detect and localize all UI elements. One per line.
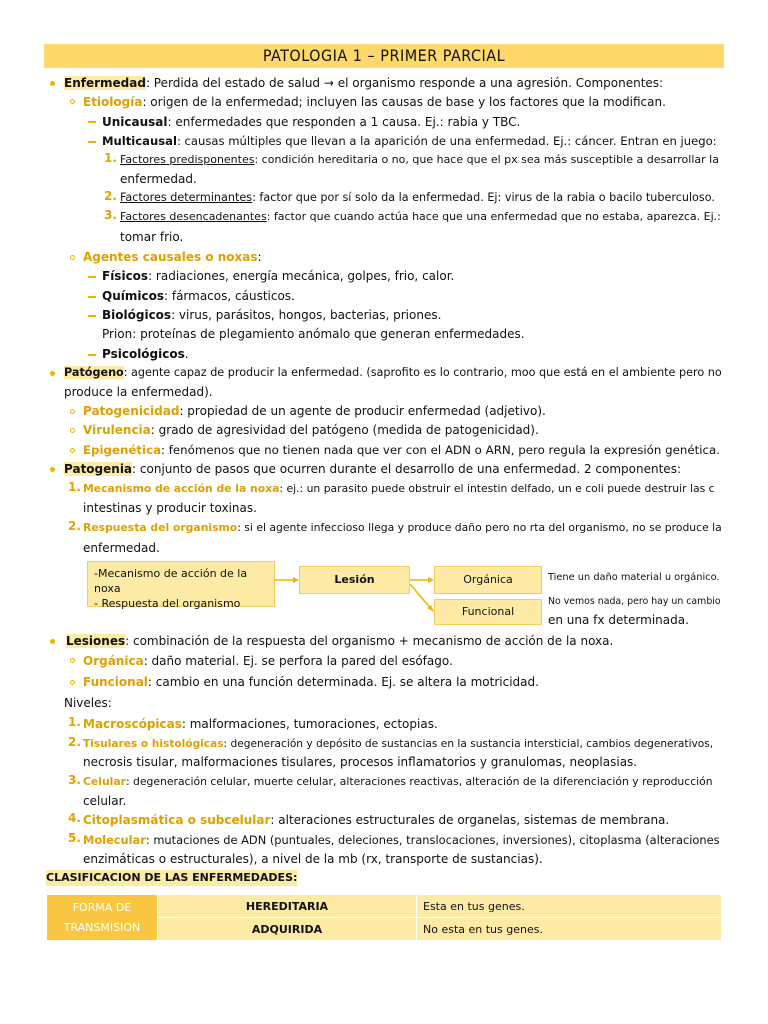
enfermedad-text: : Perdida del estado de salud → el organismo responde a una agresión. Componentes: <box>145 76 664 90</box>
nivel-cont: celular. <box>83 794 127 808</box>
table-desc-cell: Esta en tus genes. <box>417 895 722 918</box>
quimicos-text: : fármacos, cáusticos. <box>163 289 295 303</box>
biologicos-line <box>102 306 441 324</box>
virulencia-line <box>83 421 539 439</box>
table-type-cell: ADQUIRIDA <box>158 918 417 941</box>
organica-text: : daño material. Ej. se perfora la pared del esófago. <box>143 654 453 668</box>
diagram-left-line: -Mecanismo de acción de la noxa <box>94 567 248 595</box>
enfermedad-term: Enfermedad <box>64 76 146 90</box>
diagram-arrows <box>270 560 440 630</box>
bullet-dash <box>88 121 96 123</box>
mecanismo-term: Mecanismo de acción de la noxa <box>83 482 280 495</box>
respuesta-text: : si el agente infeccioso llega y produce daño pero no rta del organismo, no se produce la <box>237 521 722 534</box>
mecanismo-line <box>83 480 715 498</box>
funcional-text: : cambio en una función determinada. Ej. se altera la motricidad. <box>147 675 539 689</box>
diagram-organica-box: Orgánica <box>434 566 542 594</box>
virulencia-term: Virulencia <box>83 423 151 437</box>
fisicos-text: : radiaciones, energía mecánica, golpes, frio, calor. <box>148 269 455 283</box>
nivel-cont: necrosis tisular, malformaciones tisulares, procesos inflamatorios y granulomas, neoplasias. <box>83 755 638 769</box>
diagram-left-box <box>87 561 275 610</box>
nivel-line <box>83 831 720 849</box>
nivel-term: Molecular <box>83 833 146 847</box>
etiologia-line <box>83 93 666 111</box>
patogenicidad-text: : propiedad de un agente de producir enfermedad (adjetivo). <box>179 404 546 418</box>
factor-cont: tomar frio. <box>120 230 184 244</box>
nivel-text: : mutaciones de ADN (puntuales, deleciones, translocaciones, inversiones), citoplasma (alteraciones <box>145 833 720 847</box>
page-title: PATOLOGIA 1 – PRIMER PARCIAL <box>44 44 724 68</box>
factor-text: : factor que por sí solo da la enfermedad. Ej: virus de la rabia o bacilo tuberculoso. <box>252 191 715 204</box>
factor-line <box>120 208 721 226</box>
nivel-number: 2. <box>68 735 81 749</box>
unicausal-line <box>102 113 520 131</box>
bullet-dot <box>50 639 55 644</box>
patogenia-term: Patogenia <box>64 462 133 476</box>
patogeno-text: : agente capaz de producir la enfermedad. (saprofito es lo contrario, moo que está en el ambiente pero no <box>123 366 722 379</box>
patogenia-text: : conjunto de pasos que ocurren durante el desarrollo de una enfermedad. 2 componentes: <box>132 462 681 476</box>
patogeno-term: Patógeno <box>64 366 124 379</box>
patogeno-cont: produce la enfermedad). <box>64 385 213 399</box>
factor-cont: enfermedad. <box>120 172 197 186</box>
factor-number: 3. <box>104 208 117 222</box>
nivel-term: Citoplasmática o subcelular <box>83 813 271 827</box>
psicologicos-text: . <box>184 347 189 361</box>
nivel-term: Tisulares o histológicas <box>83 738 224 750</box>
bullet-circle <box>70 99 75 104</box>
agentes-line <box>83 248 262 266</box>
respuesta-line <box>83 519 722 537</box>
quimicos-term: Químicos <box>102 289 164 303</box>
lesiones-term: Lesiones <box>66 634 126 648</box>
nivel-line <box>83 735 713 753</box>
agentes-term: Agentes causales o noxas <box>83 250 258 264</box>
bullet-circle <box>70 255 75 260</box>
respuesta-cont: enfermedad. <box>83 541 160 555</box>
table-header-cell <box>47 895 158 941</box>
table-header-line: FORMA DE <box>72 900 132 914</box>
bullet-dot <box>50 81 55 86</box>
etiologia-text: : origen de la enfermedad; incluyen las causas de base y los factores que la modifican. <box>142 95 666 109</box>
bullet-circle <box>70 409 75 414</box>
respuesta-term: Respuesta del organismo <box>83 521 238 534</box>
biologicos-text: : virus, parásitos, hongos, bacterias, priones. <box>171 308 442 322</box>
psicologicos-line <box>102 345 189 363</box>
quimicos-line <box>102 287 295 305</box>
table-type-cell: HEREDITARIA <box>158 895 417 918</box>
diagram-note-top: Tiene un daño material u orgánico. <box>548 572 720 583</box>
organica-line <box>83 652 453 670</box>
unicausal-term: Unicausal <box>102 115 168 129</box>
epigenetica-text: : fenómenos que no tienen nada que ver con el ADN o ARN, pero regula la expresión genética. <box>161 443 720 457</box>
etiologia-term: Etiología <box>83 95 143 109</box>
bullet-circle <box>70 448 75 453</box>
lesiones-text: : combinación de la respuesta del organismo + mecanismo de acción de la noxa. <box>125 634 614 648</box>
mecanismo-text: : ej.: un parasito puede obstruir el intestin delfado, un e coli puede destruir las c <box>279 482 715 495</box>
nivel-text: : degeneración y depósito de sustancias en la sustancia intersticial, cambios degenerativos, <box>223 738 714 750</box>
niveles-label: Niveles: <box>64 696 112 710</box>
biologicos-term: Biológicos <box>102 308 172 322</box>
bullet-dash <box>88 315 96 317</box>
table-row <box>47 895 722 918</box>
epigenetica-term: Epigenética <box>83 443 162 457</box>
funcional-term: Funcional <box>83 675 148 689</box>
bullet-dot <box>50 371 55 376</box>
virulencia-text: : grado de agresividad del patógeno (medida de patogenicidad). <box>150 423 539 437</box>
factor-line <box>120 151 719 169</box>
factor-number: 1. <box>104 151 117 165</box>
nivel-number: 1. <box>68 715 81 729</box>
funcional-line <box>83 673 539 691</box>
agentes-text: : <box>257 250 262 264</box>
prion-line: Prion: proteínas de plegamiento anómalo que generan enfermedades. <box>102 327 525 341</box>
respuesta-number: 2. <box>68 519 81 533</box>
nivel-line <box>83 715 438 733</box>
diagram-funcional-box: Funcional <box>434 599 542 625</box>
diagram-note-bottom: No vemos nada, pero hay un cambio <box>548 596 721 607</box>
enfermedad-line <box>64 74 663 92</box>
clasificacion-heading: CLASIFICACION DE LAS ENFERMEDADES: <box>46 871 298 884</box>
diagram-note-bottom: en una fx determinada. <box>548 613 689 627</box>
clasificacion-table <box>46 894 722 941</box>
bullet-circle <box>70 658 75 663</box>
multicausal-line <box>102 132 717 150</box>
factor-term: Factores predisponentes <box>120 153 255 166</box>
nivel-text: : degeneración celular, muerte celular, alteraciones reactivas, alteración de la diferenciación y reproducción <box>125 775 713 788</box>
bullet-dash <box>88 276 96 278</box>
bullet-dot <box>50 467 55 472</box>
mecanismo-number: 1. <box>68 480 81 494</box>
nivel-term: Macroscópicas <box>83 717 182 731</box>
bullet-dash <box>88 296 96 298</box>
nivel-number: 5. <box>68 831 81 845</box>
bullet-dash <box>88 354 96 356</box>
factor-text: : factor que cuando actúa hace que una enfermedad que no estaba, aparezca. Ej.: <box>266 210 721 223</box>
patogenia-line <box>64 460 681 478</box>
factor-term: Factores desencadenantes <box>120 210 267 223</box>
nivel-term: Celular <box>83 775 126 788</box>
mecanismo-cont: intestinas y producir toxinas. <box>83 501 257 515</box>
epigenetica-line <box>83 441 720 459</box>
nivel-text: : alteraciones estructurales de organelas, sistemas de membrana. <box>270 813 670 827</box>
factor-number: 2. <box>104 189 117 203</box>
fisicos-line <box>102 267 454 285</box>
bullet-circle <box>70 680 75 685</box>
diagram-left-line: - Respuesta del organismo <box>94 597 241 610</box>
nivel-number: 3. <box>68 773 81 787</box>
multicausal-text: : causas múltiples que llevan a la aparición de una enfermedad. Ej.: cáncer. Entran en juego: <box>176 134 717 148</box>
unicausal-text: : enfermedades que responden a 1 causa. Ej.: rabia y TBC. <box>167 115 521 129</box>
lesiones-line <box>66 632 613 650</box>
factor-line <box>120 189 715 207</box>
nivel-cont: enzimáticas o estructurales), a nivel de la mb (rx, transporte de sustancias). <box>83 852 543 866</box>
factor-term: Factores determinantes <box>120 191 253 204</box>
patogeno-line <box>64 364 722 382</box>
nivel-line <box>83 773 713 791</box>
nivel-line <box>83 811 669 829</box>
table-header-line: TRANSMISION <box>63 920 141 934</box>
diagram-lesion-box: Lesión <box>299 566 410 594</box>
nivel-text: : malformaciones, tumoraciones, ectopias. <box>181 717 438 731</box>
nivel-number: 4. <box>68 811 81 825</box>
bullet-circle <box>70 428 75 433</box>
factor-text: : condición hereditaria o no, que hace que el px sea más susceptible a desarrollar la <box>254 153 719 166</box>
multicausal-term: Multicausal <box>102 134 177 148</box>
psicologicos-term: Psicológicos <box>102 347 185 361</box>
patogenicidad-term: Patogenicidad <box>83 404 180 418</box>
patogenicidad-line <box>83 402 546 420</box>
fisicos-term: Físicos <box>102 269 149 283</box>
table-desc-cell: No esta en tus genes. <box>417 918 722 941</box>
organica-term: Orgánica <box>83 654 144 668</box>
bullet-dash <box>88 141 96 143</box>
